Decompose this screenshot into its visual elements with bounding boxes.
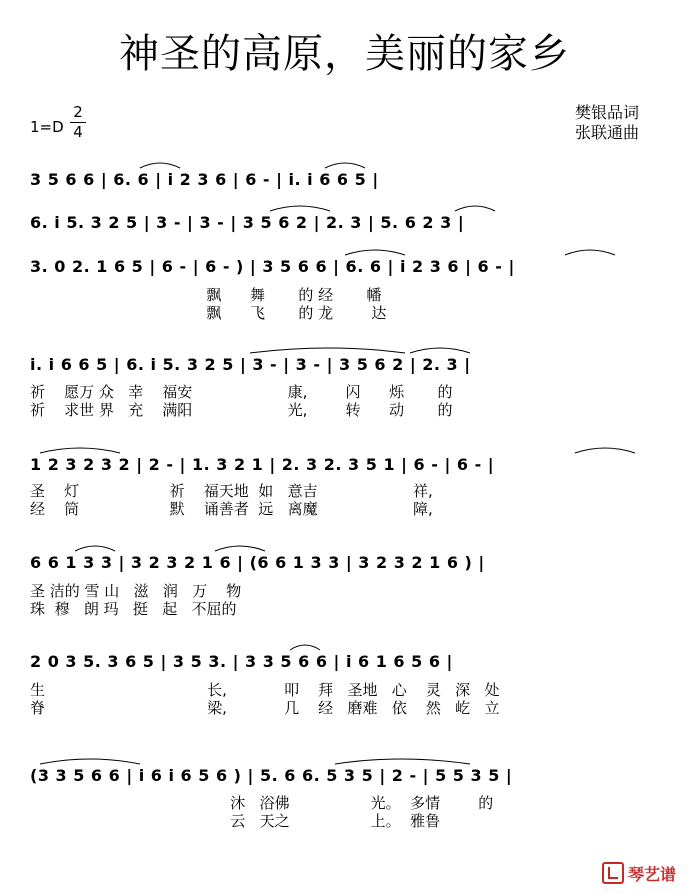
notation-row-3: 3. 0 2. 1 6 5 | 6 - | 6 - ) | 3 5 6 6 | 6. 6 | i 2 3 6 | 6 - |	[30, 257, 515, 276]
lyric-verse-2: 脊 梁, 几 经 磨难 依 然 屹 立	[30, 699, 500, 717]
lyric-verse-2: 经 筒 默 诵善者 远 离魔 障,	[30, 500, 433, 518]
notation-row-1: 3 5 6 6 | 6. 6 | i 2 3 6 | 6 - | i. i 6 6 5 |	[30, 170, 379, 189]
meter-top: 2	[73, 103, 83, 121]
lyric-verse-1: 飘 舞 的 经 幡	[30, 286, 382, 304]
lyricist: 樊银品词	[575, 103, 640, 122]
notation-row-5: 1 2 3 2 3 2 | 2 - | 1. 3 2 1 | 2. 3 2. 3 5 1 | 6 - | 6 - |	[30, 455, 495, 474]
notation-row-2: 6. i 5. 3 2 5 | 3 - | 3 - | 3 5 6 2 | 2. 3 | 5. 6 2 3 |	[30, 213, 465, 232]
notation-row-6: 6 6 1 3 3 | 3 2 3 2 1 6 | (6 6 1 3 3 | 3 2 3 2 1 6 ) |	[30, 553, 485, 572]
notation-row-4: i. i 6 6 5 | 6. i 5. 3 2 5 | 3 - | 3 - | 3 5 6 2 | 2. 3 |	[30, 355, 471, 374]
key-signature: 1=D	[30, 118, 64, 136]
notation-row-7: 2 0 3 5. 3 6 5 | 3 5 3. | 3 3 5 6 6 | i 6 1 6 5 6 |	[30, 652, 453, 671]
composer: 张联通曲	[575, 123, 640, 142]
notation-row-8: (3 3 5 6 6 | i 6 i 6 5 6 ) | 5. 6 6. 5 3 5 | 2 - | 5 5 3 5 |	[30, 766, 513, 785]
lyric-verse-2: 珠 穆 朗 玛 挺 起 不屈的	[30, 600, 237, 618]
lyric-verse-1: 生 长, 叩 拜 圣地 心 灵 深 处	[30, 681, 500, 699]
lyric-verse-2: 飘 飞 的 龙 达	[30, 304, 387, 322]
logo-icon	[602, 862, 624, 884]
lyric-verse-1: 沐 浴佛 光。 多情 的	[30, 794, 494, 812]
lyric-verse-1: 祈 愿万 众 幸 福安 康, 闪 烁 的	[30, 383, 453, 401]
lyric-verse-1: 圣 洁的 雪 山 滋 润 万 物	[30, 582, 242, 600]
site-watermark: 琴艺谱	[602, 862, 676, 885]
meter-bottom: 4	[73, 123, 83, 141]
lyric-verse-1: 圣 灯 祈 福天地 如 意吉 祥,	[30, 482, 433, 500]
lyric-verse-2: 云 天之 上。 雅鲁	[30, 812, 441, 830]
song-title: 神圣的高原，美丽的家乡	[119, 31, 570, 77]
lyric-verse-2: 祈 求世 界 充 满阳 光, 转 动 的	[30, 401, 453, 419]
